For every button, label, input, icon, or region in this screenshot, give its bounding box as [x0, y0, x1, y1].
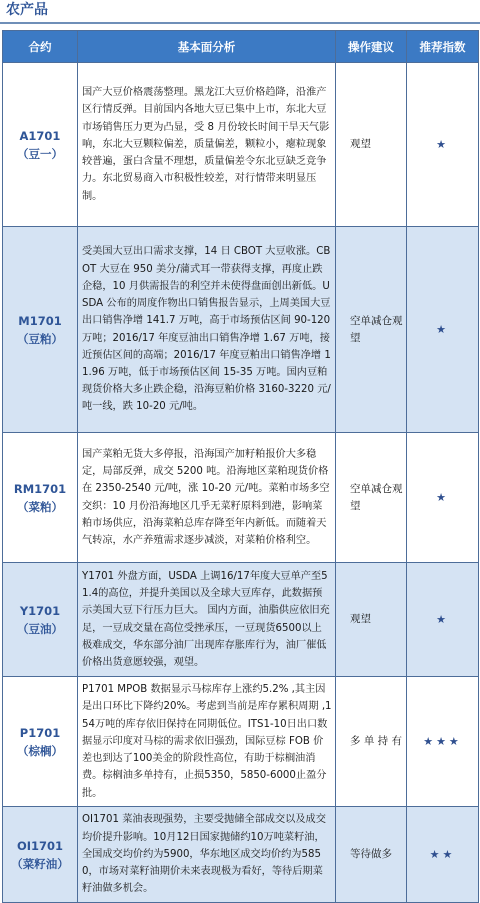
rating-stars: ★: [407, 563, 479, 677]
contract-name: （菜粕）: [17, 499, 63, 514]
contract-name: （菜籽油）: [11, 856, 69, 871]
header-analysis: 基本面分析: [78, 31, 336, 63]
contract-cell: [3, 807, 78, 903]
agri-strategy-table: [2, 30, 479, 903]
contract-code: M1701: [18, 313, 62, 328]
advice-cell: 观望: [336, 563, 407, 677]
advice-cell: 空单减仓观望: [336, 227, 407, 433]
contract-cell: [3, 433, 78, 563]
table-row: [3, 807, 479, 903]
rating-stars: ★★★: [407, 677, 479, 807]
table-row: [3, 433, 479, 563]
page-title: 农产品: [6, 2, 48, 18]
advice-cell: 多 单 持 有: [336, 677, 407, 807]
contract-cell: [3, 227, 78, 433]
header-contract: 合约: [3, 31, 78, 63]
contract-code: RM1701: [13, 481, 67, 496]
table-header-row: [3, 31, 479, 63]
advice-cell: 观望: [336, 63, 407, 227]
table-row: [3, 563, 479, 677]
contract-cell: [3, 677, 78, 807]
contract-code: Y1701: [19, 603, 61, 618]
contract-name: （豆一）: [17, 146, 63, 161]
contract-name: （豆粕）: [17, 331, 63, 346]
rating-stars: ★: [407, 63, 479, 227]
rating-stars: ★: [407, 433, 479, 563]
analysis-cell: Y1701 外盘方面，USDA 上调16/17年度大豆单产至51.4的高位，并提升美国以及全球大豆库存，此数据预示美国大豆下行压力巨大。 国内方面，油脂供应依旧充足，一豆成交量在高位受挫承压，一豆现货6500以上极难成交，华东部分油厂出现库存胀库行为，油厂催低价格出货意愿较强，观望。: [78, 563, 336, 677]
contract-code: A1701: [19, 128, 61, 143]
contract-code: P1701: [19, 725, 61, 740]
advice-cell: 空单减仓观望: [336, 433, 407, 563]
analysis-cell: P1701 MPOB 数据显示马棕库存上涨约5.2% ,其主因是出口环比下降约20%。考虑到当前是库存累积周期 ,154万吨的库存依旧保持在同期低位。ITS1-10日出口数据显示印度对马棕的需求依旧强劲，国际豆棕 FOB 价差也到达了100美金的阶段性高位，有助于棕榈油消费。棕榈油多单持有，止损5350，5850-6000止盈分批。: [78, 677, 336, 807]
title-divider: [0, 22, 480, 24]
analysis-cell: OI1701 菜油表现强势，主要受抛储全部成交以及成交均价提升影响。10月12日国家抛储约10万吨菜籽油，全国成交均价约为5900，华东地区成交均价约为5850，市场对菜籽油期价未来表现极为看好，等待后期菜籽油做多机会。: [78, 807, 336, 903]
table-row: [3, 63, 479, 227]
table-row: [3, 227, 479, 433]
contract-name: （棕榈）: [17, 743, 63, 758]
header-advice: 操作建议: [336, 31, 407, 63]
analysis-cell: 国产菜粕无货大多停报，沿海国产加籽粕报价大多稳定，局部反弹，成交 5200 吨。沿海地区菜粕现货价格在 2350-2540 元/吨，涨 10-20 元/吨。菜粕市场多空交织：10 月份沿海地区几乎无菜籽原料到港，影响菜粕市场供应，沿海菜粕总库存降至年内新低。而随着天气转凉，水产养殖需求逐步减淡，对菜粕价格利空。: [78, 433, 336, 563]
analysis-cell: 国产大豆价格震荡整理。黑龙江大豆价格趋降，沿淮产区行情反弹。目前国内各地大豆已集中上市，东北大豆市场销售压力更为凸显，受 8 月份较长时间干旱天气影响，东北大豆颗粒偏差，质量偏差，颗粒小，瘪粒现象较普遍，蛋白含量不理想，质量偏差令东北豆缺乏竞争力。东北贸易商入市积极性较差，对行情带来明显压制。: [78, 63, 336, 227]
header-rating: 推荐指数: [407, 31, 479, 63]
analysis-cell: 受美国大豆出口需求支撑，14 日 CBOT 大豆收涨。CBOT 大豆在 950 美分/蒲式耳一带获得支撑，再度止跌企稳，10 月供需报告的利空并未使得盘面创出新低。USDA 公布的周度作物出口销售报告显示，上周美国大豆出口销售净增 141.7 万吨，高于市场预估区间 90-120 万吨；2016/17 年度豆油出口销售净增 1.67 万吨，接近预估区间的高端；2016/17 年度豆粕出口销售净增 11.96 万吨，低于市场预估区间 15-35 万吨。国内豆粕现货价格大多止跌企稳，沿海豆粕价格 3160-3220 元/吨一线，跌 10-20 元/吨。: [78, 227, 336, 433]
contract-cell: [3, 63, 78, 227]
rating-stars: ★: [407, 227, 479, 433]
contract-name: （豆油）: [17, 621, 63, 636]
contract-cell: [3, 563, 78, 677]
table-row: [3, 677, 479, 807]
contract-code: OI1701: [16, 838, 64, 853]
advice-cell: 等待做多: [336, 807, 407, 903]
rating-stars: ★★: [407, 807, 479, 903]
